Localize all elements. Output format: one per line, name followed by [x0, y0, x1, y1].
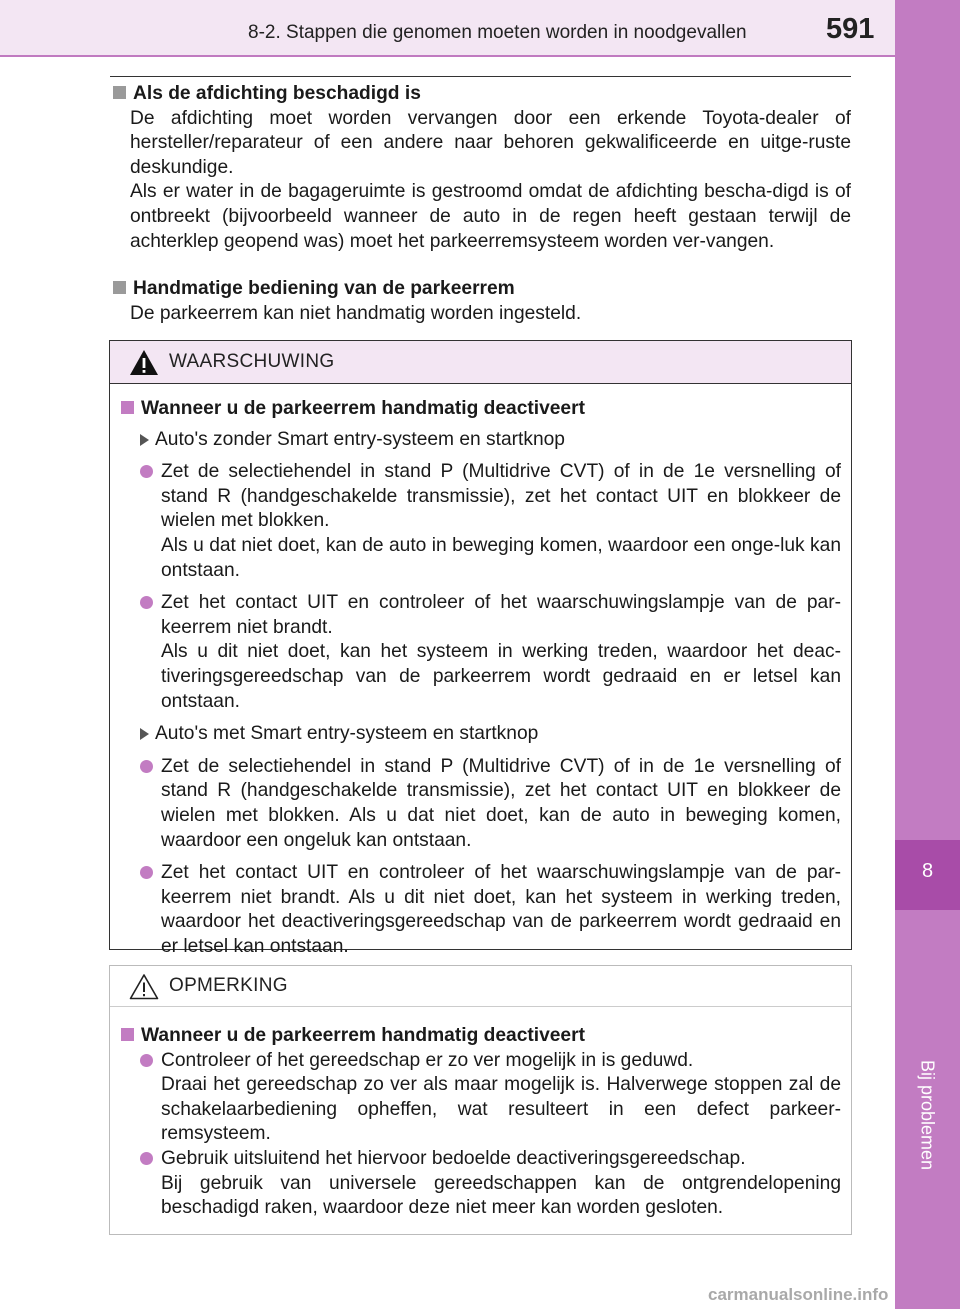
section-paragraph: Als er water in de bagageruimte is gestroomd omdat de afdichting bescha-digd is of ontbreekt (bijvoorbeeld wanneer de auto in de regen heeft gestaan terwijl de achterklep geopend was) moet het parkeerremsysteem worden ver-vangen.	[130, 181, 851, 252]
note-header	[110, 966, 851, 1007]
caution-outline-icon	[129, 973, 159, 1000]
site-watermark: carmanualsonline.info	[708, 1285, 889, 1304]
bullet-dot-icon	[140, 596, 153, 609]
square-bullet-icon	[113, 281, 126, 294]
note-bullet: Controleer of het gereedschap er zo ver mogelijk in is geduwd. Draai het gereedschap zo ver als maar mogelijk is. Halverwege stoppen zal de schakelaarbediening opheffen, wat resulteert in een defect parkeer-remsysteem.	[118, 1049, 841, 1147]
warning-body	[110, 384, 851, 959]
triangle-marker-icon	[140, 434, 149, 446]
bullet-dot-icon	[140, 866, 153, 879]
section-paragraph: De parkeerrem kan niet handmatig worden ingesteld.	[130, 302, 582, 324]
warning-bullet: Zet de selectiehendel in stand P (Multidrive CVT) of in de 1e versnelling of stand R (handgeschakelde transmissie), zet het contact UIT en blokkeer de wielen met blokken. Als u dat niet doet, kan de auto in beweging komen, waardoor een ongeluk kan ontstaan.	[118, 755, 841, 853]
chapter-label	[917, 1060, 938, 1061]
warning-bullet: Zet het contact UIT en controleer of het waarschuwingslampje van de par-keerrem niet brandt. Als u dit niet doet, kan het systeem in werking treden, waardoor het deactiveringsgereedschap van de parkeerrem wordt gedraaid en er letsel kan ontstaan.	[118, 861, 841, 959]
bullet-dot-icon	[140, 760, 153, 773]
square-bullet-icon	[113, 86, 126, 99]
warning-triangle-icon	[129, 349, 159, 376]
note-title: OPMERKING	[169, 975, 288, 996]
note-box	[109, 965, 852, 1235]
section-seal-damaged	[110, 82, 851, 254]
warning-bullet: Zet de selectiehendel in stand P (Multidrive CVT) of in de 1e versnelling of stand R (handgeschakelde transmissie), zet het contact UIT en blokkeer de wielen met blokken. Als u dat niet doet, kan de auto in beweging komen, waardoor een onge-luk kan ontstaan.	[118, 460, 841, 583]
warning-bullet: Zet het contact UIT en controleer of het waarschuwingslampje van de par-keerrem niet brandt. Als u dit niet doet, kan het systeem in werking treden, waardoor het deac-tiveringsgereedschap van de parkeerrem wordt gedraaid en er letsel kan ontstaan.	[118, 591, 841, 714]
page-number: 591	[826, 13, 875, 45]
vehicle-variant-label: Auto's met Smart entry-systeem en startknop	[118, 722, 841, 747]
warning-title: WAARSCHUWING	[169, 351, 335, 372]
section-heading: Als de afdichting beschadigd is	[110, 82, 851, 107]
bullet-dot-icon	[140, 1054, 153, 1067]
bullet-dot-icon	[140, 1152, 153, 1165]
vehicle-variant-label: Auto's zonder Smart entry-systeem en startknop	[118, 428, 841, 453]
note-body	[110, 1007, 851, 1221]
triangle-marker-icon	[140, 728, 149, 740]
note-bullet: Gebruik uitsluitend het hiervoor bedoelde deactiveringsgereedschap. Bij gebruik van universele gereedschappen kan de ontgrendelopening beschadigd raken, waardoor deze niet meer kan worden gesloten.	[118, 1147, 841, 1221]
square-bullet-icon	[121, 401, 134, 414]
header-divider	[0, 55, 895, 57]
section-paragraph: De afdichting moet worden vervangen door een erkende Toyota-dealer of hersteller/reparateur of een andere naar behoren gekwalificeerde en uitge-ruste deskundige.	[130, 107, 851, 178]
bullet-dot-icon	[140, 465, 153, 478]
square-bullet-icon	[121, 1028, 134, 1041]
warning-subheading: Wanneer u de parkeerrem handmatig deactiveert	[118, 397, 841, 422]
note-subheading: Wanneer u de parkeerrem handmatig deactiveert	[118, 1024, 841, 1049]
section-heading: Handmatige bediening van de parkeerrem	[110, 277, 851, 302]
warning-box	[109, 340, 852, 957]
warning-header	[110, 341, 851, 384]
chapter-number: 8	[921, 860, 934, 882]
section-manual-parking-brake	[110, 277, 851, 326]
top-rule	[110, 76, 851, 77]
chapter-title: 8-2. Stappen die genomen moeten worden in noodgevallen	[248, 22, 747, 43]
